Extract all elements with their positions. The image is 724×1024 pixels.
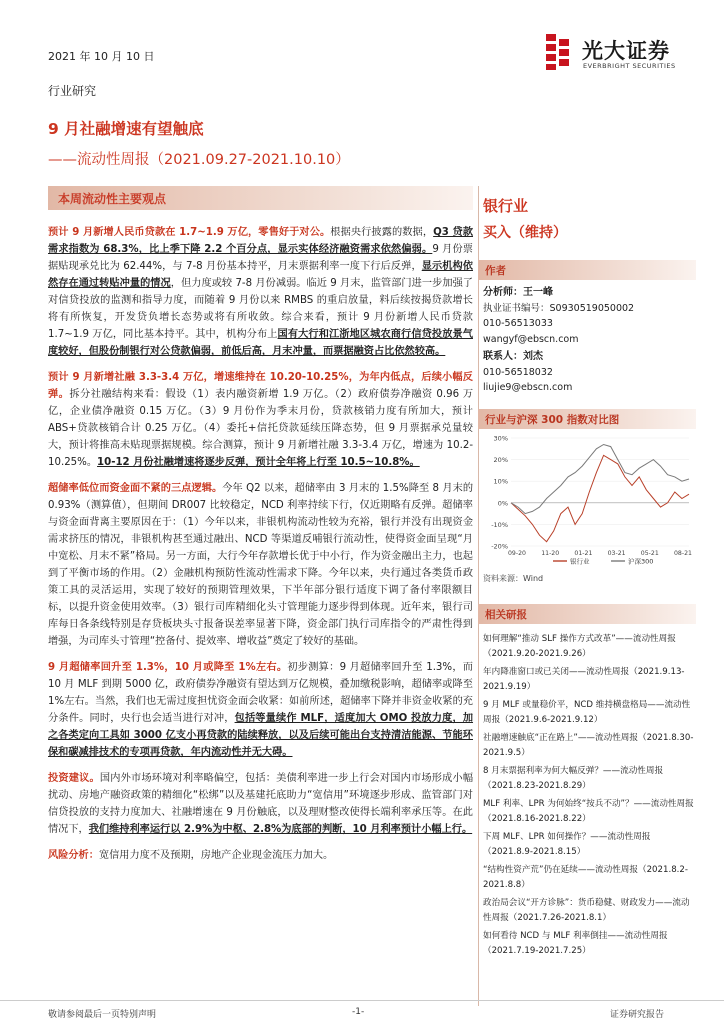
related-reports-list [483,632,698,962]
footer-report-type: 证券研究报告 [610,1010,665,1020]
paragraph-text: ，包括：美债利率进一步上行会对国内市场形成小幅扰动、房地产融资政策的精细化“松绑”以及基建托底助力“宽信用”环境逐步形成、监管部门对信贷投放的支持力度加大、社融增速在 9 月份触底，以及理财整改使得长端利率承压等。在此情况下， [48,773,474,835]
related-header-label: 相关研报 [485,609,527,621]
analyst-email[interactable]: wangyf@ebscn.com [483,333,579,345]
paragraph-text: Q3 贷款需求指数为 68.3%，比上季下降 2.2 个百分点，显示实体经济融资需求依然偏弱。 [48,227,474,255]
y-tick-label: 20% [493,456,508,465]
section-header [48,186,473,210]
paragraph-text: ，银行并没有出现资金需求挤压的情况，非银机构甚至通过融出、NCD 等渠道反哺银行流动性，使得资金面呈现“月中宽松、月末不紧”格局。另一方面，大行今年存款增长优于中小行，作为资金融出主力，也起到了平衡市场的作用。（2） [48,517,474,579]
paragraph-text: 宽信用力度不及预期，房地产企业现金流压力加大。 [98,850,334,861]
related-header [478,604,696,624]
y-tick-label: 30% [493,434,508,443]
paragraph-text: 我们维持利率运行以 2.9%为中枢、2.8%为底部的判断，10 月利率预计小幅上行。 [88,824,473,835]
paragraph-lead: 预计 9 月新增人民币贷款在 1.7~1.9 万亿，零售好于对公。 [48,227,331,238]
chart-header-label: 行业与沪深 300 指数对比图 [485,414,620,426]
x-tick-label: 11-20 [541,550,560,557]
paragraph-lead: 超储率低位而资金面不紧的三点逻辑。 [48,483,223,494]
legend-label: 银行业 [570,557,590,566]
report-category: 行业研究 [48,84,97,98]
analyst-name: 王一峰 [523,287,553,298]
analyst-info [483,285,634,347]
industry-name: 银行业 [483,197,529,215]
report-date: 2021 年 10 月 10 日 [48,50,155,63]
paragraph-text: 今年以来，非银机构流动性较为充裕 [204,517,370,528]
analyst-phone: 010-56513033 [483,318,553,329]
paragraph-text: 根据央行披露的数据， [330,227,434,238]
body-paragraph [48,369,473,471]
chart-source: 资料来源：Wind [483,574,544,583]
related-report-link[interactable]: MLF 利率、LPR 为何始终“按兵不动”？——流动性周报（2021.8.16-2021.8.22） [483,799,694,824]
paragraph-text: 拆分社融结构来看：假设（1）表内融资新增 1.9 万亿。（2）政府债券净融资 0.96 万亿，企业债净融资 0.15 万亿。（3）9 月份作为季末月份，贷款核销力度有所加大，预计 ABS+贷款核销合计 0.25 万亿。（4）委托+信托贷款延续压降态势，但 9 月票据承兑量较大，预计将推高未贴现票据规模。综合测算，预计 9 月新增社融 3.3-3.4 万亿，增速为 10.2-10.25%。 [48,389,474,468]
contact-info [483,349,572,396]
paragraph-text: 显示机构依然存在通过转贴冲量的情况 [48,261,473,289]
paragraph-text: 包括等量续作 MLF，适度加大 OMO 投放力度，加之各类定向工具如 3000 亿支小再贷款的陆续释放，以及后续可能出台支持清洁能源、节能环保和碳减排技术的专项再贷款，年内流动性并无大碍。 [48,713,474,758]
analyst-cert: 执业证书编号：S0930519050002 [483,302,635,314]
y-tick-label: -20% [491,542,508,551]
analyst-label: 分析师： [483,287,523,298]
paragraph-text: 初步测算：9 月超储率回升至 1.3%，而 10 月 MLF 到期 5000 亿，政府债券净融资有望达到万亿规模，叠加缴税影响，超储率或降至 1%左右。当然，我们也无需过度担忧资金面会收紧：如前所述，超储率下降并非资金收紧的充分条件。同时，央行也会适当进行对冲， [48,662,473,724]
paragraph-text: ，但力度或较 7-8 月份减弱。临近 9 月末，监管部门进一步加强了对信贷投放的监测和指导力度，而随着 9 月份以来 RMBS 的重启放量，料后续按揭贷款增长将有所恢复，开发贷负增长态势或将有所收敛。综合来看，预计 9 月份新增人民币贷款 1.7~1.9 万亿，同比基本持平。其中，机构分布上 [48,278,473,340]
logo-mark-icon [546,34,576,70]
x-tick-label: 05-21 [640,550,659,557]
body-paragraph [48,847,473,864]
x-tick-label: 08-21 [674,550,692,557]
chart-header [478,409,696,429]
paragraph-text: 10-12 月份社融增速将逐步反弹，预计全年将上行至 10.5~10.8%。 [97,457,420,468]
paragraph-lead: 9 月超储率回升至 1.3%，10 月或降至 1%左右。 [48,662,288,673]
x-tick-label: 09-20 [508,550,526,557]
paragraph-text: 近年来，银行司库每日各条线特别是存贷板块头寸报备误差率显著下降，资金部门执行司库指令的严肃性得到增强，为司库头寸管理“控备付、提效率、增收益”奠定了较好的基础。 [48,602,473,647]
series-line-hs300 [511,445,689,514]
paragraph-lead: 投资建议。 [48,773,100,784]
contact-label: 联系人： [483,351,523,362]
report-subtitle: ——流动性周报（2021.09.27-2021.10.10） [48,152,350,168]
body-paragraph [48,224,473,360]
contact-name: 刘杰 [523,351,543,362]
contact-phone: 010-56518032 [483,366,553,378]
logo-text-cn: 光大证券 [582,39,670,63]
body-paragraph [48,659,473,761]
y-tick-label: -10% [491,520,508,529]
body-paragraph [48,480,473,650]
x-tick-label: 01-21 [574,550,593,557]
related-report-link[interactable]: 政治局会议“开方诊脉”：货币稳健、财政发力——流动性周报（2021.7.26-2021.8.1） [483,898,690,923]
column-divider [478,186,479,1006]
related-report-link[interactable]: 社融增速触底“正在路上”——流动性周报（2021.8.30-2021.9.5） [483,733,694,758]
company-logo [546,34,696,74]
related-report-link[interactable]: 年内降准窗口或已关闭——流动性周报（2021.9.13-2021.9.19） [483,667,685,692]
y-tick-label: 0% [497,499,508,508]
logo-text-en: EVERBRIGHT SECURITIES [583,62,676,70]
footer-disclaimer: 敬请参阅最后一页特别声明 [48,1010,157,1020]
paragraph-text: 国内外市场环境对利率略偏空 [99,773,235,784]
related-report-link[interactable]: 8 月末票据利率为何大幅反弹？——流动性周报（2021.8.23-2021.8.29） [483,766,664,791]
comparison-chart [483,432,695,567]
footer-divider [0,1000,724,1001]
section-header-label: 本周流动性主要观点 [58,192,167,206]
related-report-link[interactable]: 如何看待 NCD 与 MLF 利率倒挂——流动性周报（2021.7.19-2021.7.25） [483,931,668,956]
author-header [478,260,696,280]
page-number: -1- [352,1007,365,1017]
paragraph-lead: 预计 9 月新增社融 3.3-3.4 万亿，增速维持在 10.20-10.25%，为年内低点，后续小幅反弹。 [48,372,473,400]
related-report-link[interactable]: 9 月 MLF 或量稳价平，NCD 维持横盘格局——流动性周报（2021.9.6-2021.9.12） [483,700,691,725]
related-report-link[interactable]: 下周 MLF、LPR 如何操作？——流动性周报（2021.8.9-2021.8.15） [483,832,651,857]
paragraph-text: 。今年以来，央行通过各类货币政策工具的灵活运用，实现了较好的预期管理效果，下半年部分银行适度下调了备付率限额目标，以提升资金使用效率。（3） [48,568,474,613]
main-body [48,224,473,873]
x-tick-label: 03-21 [607,550,626,557]
contact-email[interactable]: liujie9@ebscn.com [483,382,573,393]
paragraph-lead: 风险分析： [48,850,99,861]
legend-label: 沪深300 [628,557,654,566]
y-tick-label: 10% [493,477,508,486]
body-paragraph [48,770,473,838]
paragraph-text: 9 月份票据贴现承兑比为 62.44%，与 7-8 月份基本持平，月末票据利率一度下行后反弹， [48,244,473,272]
author-header-label: 作者 [485,265,506,277]
paragraph-text: 今年 Q2 以来，超储率由 3 月末的 1.5%降至 8 月末的 0.93%（测算值），但期间 DR007 比较稳定，NCD 利率持续下行，仅近期略有反弹。超储率与资金面背离主要原因在于：（1） [48,483,474,528]
paragraph-text: 银行司库精细化头寸管理能力逐步得到体现。 [194,602,401,613]
paragraph-text: 国有大行和江浙地区城农商行信贷投放景气度较好，但股份制银行对公贷款偏弱，前低后高，月末冲量，而票据融资占比依然较高。 [48,329,473,357]
paragraph-text: 金融机构预防性流动性需求下降 [173,568,319,579]
rating: 买入（维持） [483,225,567,241]
related-report-link[interactable]: “结构性资产荒”仍在延续——流动性周报（2021.8.2-2021.8.8） [483,865,688,890]
related-report-link[interactable]: 如何理解“推动 SLF 操作方式改革”——流动性周报（2021.9.20-2021.9.26） [483,634,676,659]
report-title: 9 月社融增速有望触底 [48,120,204,138]
